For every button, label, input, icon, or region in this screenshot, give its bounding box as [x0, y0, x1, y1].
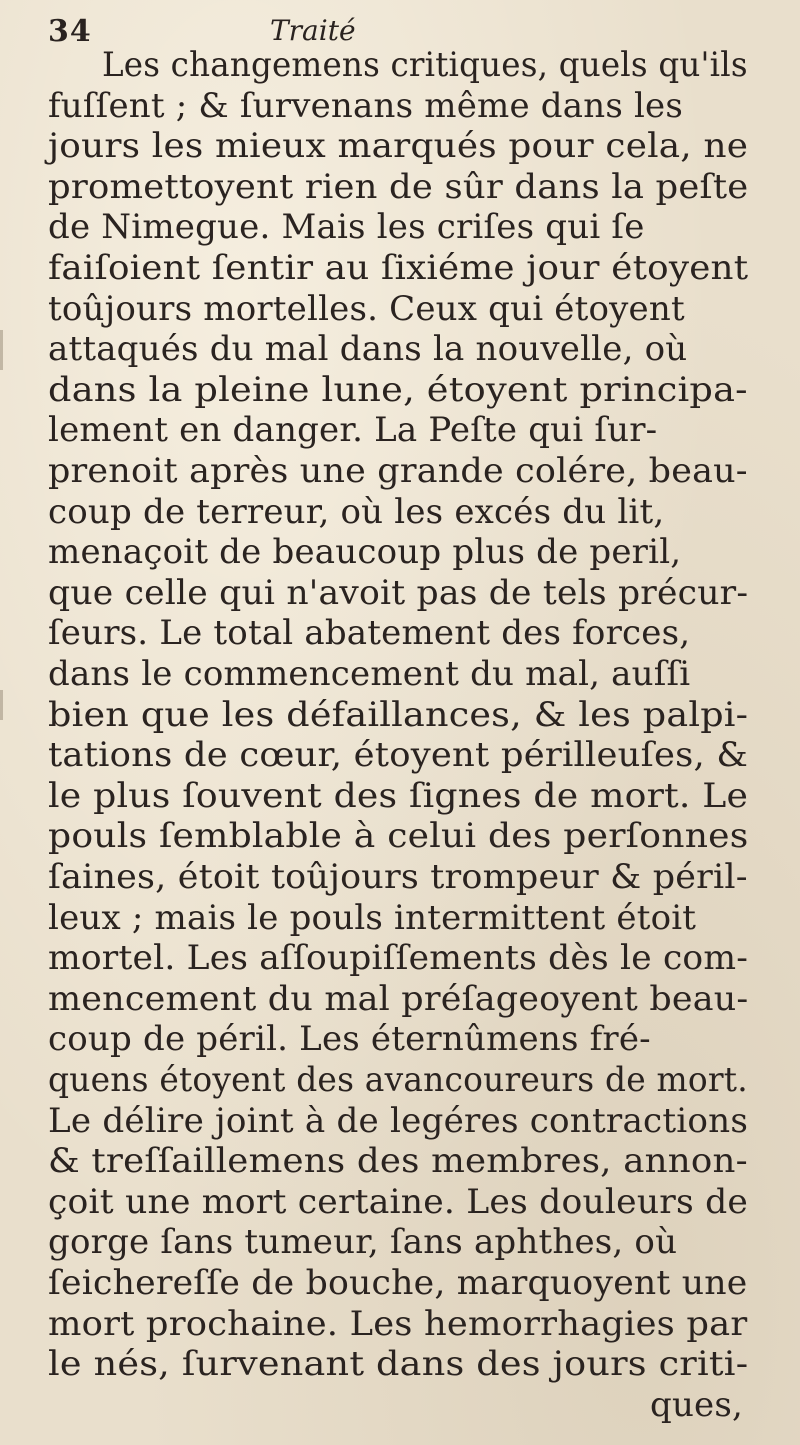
text-line: dans la pleine lune, étoyent principa- [48, 369, 748, 410]
text-line: ſeichereſſe de bouche, marquoyent une [48, 1263, 748, 1303]
text-line: le nés, ſurvenant dans des jours criti- [48, 1344, 749, 1385]
text-line: mort prochaine. Les hemorrhagies par [48, 1303, 748, 1344]
page-header [48, 10, 748, 50]
text-line: quens étoyent des avancoureurs de mort. [48, 1060, 748, 1100]
text-line: ſaines, étoit toûjours trompeur & péril- [48, 857, 748, 897]
text-line: ques, [650, 1384, 744, 1425]
text-line: fuſſent ; & ſurvenans même dans les [48, 85, 684, 126]
page-number: 34 [48, 14, 92, 49]
text-line: çoit une mort certaine. Les douleurs de [48, 1181, 749, 1222]
text-line: ſeurs. Le total abatement des forces, [48, 613, 691, 654]
text-line: Les changemens critiques, quels qu'ils [102, 45, 748, 85]
text-line: promettoyent rien de sûr dans la peſte [48, 166, 749, 207]
page-edge-shadow [0, 690, 3, 720]
page-edge-shadow [0, 330, 3, 370]
text-line: jours les mieux marqués pour cela, ne [48, 126, 749, 167]
text-line: de Nimegue. Mais les criſes qui ſe [48, 207, 645, 248]
text-line: prenoit après une grande colére, beau- [48, 451, 748, 491]
text-line: leux ; mais le pouls intermittent étoit [48, 897, 697, 938]
text-line: & treſſaillemens des membres, annon- [48, 1141, 748, 1182]
text-line: tations de cœur, étoyent périlleuſes, & [48, 735, 749, 776]
text-line: faiſoient ſentir au ſixiéme jour étoyent [48, 248, 749, 288]
text-line: lement en danger. La Peſte qui ſur- [48, 410, 658, 451]
text-line: gorge ſans tumeur, ſans aphthes, où [48, 1222, 678, 1263]
text-line: que celle qui n'avoit pas de tels précur- [48, 572, 749, 613]
running-title: Traité [270, 14, 356, 47]
text-line: Le délire joint à de legéres contractions [48, 1100, 749, 1141]
text-line: le plus ſouvent des ſignes de mort. Le [48, 775, 749, 816]
text-line: dans le commencement du mal, auſſi [48, 654, 691, 694]
text-line: mencement du mal préſageoyent beau- [48, 978, 749, 1019]
text-line: coup de terreur, où les excés du lit, [48, 491, 665, 532]
text-line: coup de péril. Les éternûmens fré- [48, 1019, 651, 1060]
text-line: attaqués du mal dans la nouvelle, où [48, 329, 688, 370]
text-line: mortel. Les aſſoupiſſements dès le com- [48, 938, 749, 979]
text-line: menaçoit de beaucoup plus de peril, [48, 532, 682, 573]
text-line: bien que les défaillances, & les palpi- [48, 694, 749, 735]
text-line: pouls ſemblable à celui des perſonnes [48, 816, 749, 857]
text-line: toûjours mortelles. Ceux qui étoyent [48, 288, 685, 329]
